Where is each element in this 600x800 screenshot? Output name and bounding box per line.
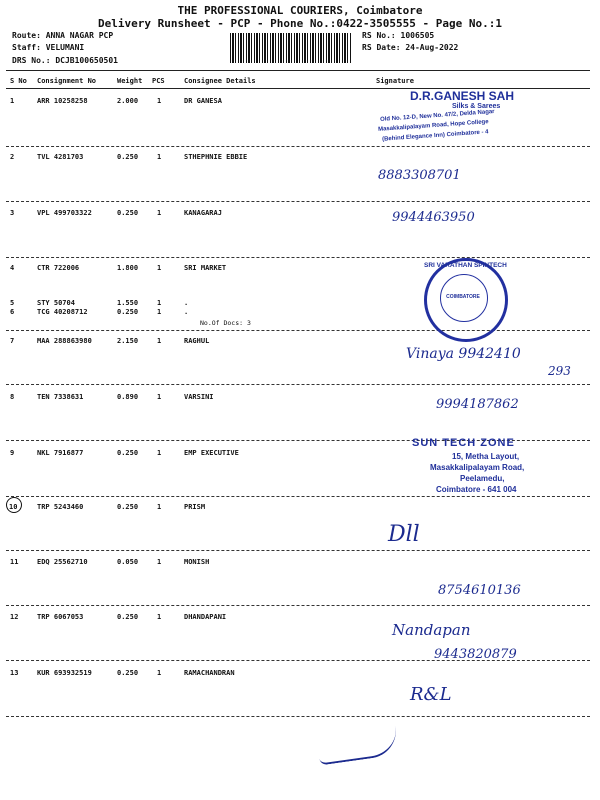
row-divider bbox=[6, 330, 590, 331]
stamp-sun-line: Masakkalipalayam Road, bbox=[430, 463, 525, 472]
handwritten-signature: Nandapan bbox=[392, 621, 471, 639]
handwritten-signature: R&L bbox=[410, 684, 452, 705]
row-consignee: MONISH bbox=[184, 558, 210, 566]
row-sno: 1 bbox=[10, 97, 15, 105]
row-divider bbox=[6, 201, 590, 202]
row-weight: 0.250 bbox=[117, 449, 139, 457]
row-weight: 2.000 bbox=[117, 97, 139, 105]
stamp-ganesh-line: Old No. 12-D, New No. 47/2, Delda Nagar bbox=[379, 109, 495, 123]
row-consignment: MAA 288863980 bbox=[37, 337, 92, 345]
drs-number: DRS No.: DCJB100650501 bbox=[12, 56, 118, 65]
row-consignment: EDQ 25562710 bbox=[37, 558, 88, 566]
row-consignee: RAMACHANDRAN bbox=[184, 669, 235, 677]
barcode bbox=[230, 33, 352, 63]
row-consignee: VARSINI bbox=[184, 393, 214, 401]
row-consignee: PRISM bbox=[184, 503, 206, 511]
row-pcs: 1 bbox=[157, 153, 162, 161]
row-consignee: DHANDAPANI bbox=[184, 613, 227, 621]
handwritten-phone: 8754610136 bbox=[438, 583, 521, 598]
row-consignment: TVL 4281703 bbox=[37, 153, 84, 161]
row-weight: 2.150 bbox=[117, 337, 139, 345]
rs-date: RS Date: 24-Aug-2022 bbox=[362, 43, 459, 52]
handwritten-phone: 9994187862 bbox=[436, 397, 519, 412]
row-sno: 6 bbox=[10, 308, 15, 316]
row-weight: 1.550 bbox=[117, 299, 139, 307]
row-weight: 0.050 bbox=[117, 558, 139, 566]
stamp-ganesh-title: D.R.GANESH SAH bbox=[410, 89, 515, 103]
runsheet-subtitle: Delivery Runsheet - PCP - Phone No.:0422-3505555 - Page No.:1 bbox=[98, 17, 502, 30]
row-consignee: . bbox=[184, 308, 189, 316]
col-sno: S No bbox=[10, 77, 27, 85]
row-consignment: TCG 40208712 bbox=[37, 308, 88, 316]
col-weight: Weight bbox=[117, 77, 143, 85]
row-consignee: EMP EXECUTIVE bbox=[184, 449, 239, 457]
header-rule-top bbox=[6, 70, 590, 71]
row-divider bbox=[6, 605, 590, 606]
row-pcs: 1 bbox=[157, 308, 162, 316]
row-pcs: 1 bbox=[157, 337, 162, 345]
row-sno: 12 bbox=[10, 613, 19, 621]
row-consignee: STHEPHNIE EBBIE bbox=[184, 153, 248, 161]
row-divider bbox=[6, 146, 590, 147]
col-pcs: PCS bbox=[152, 77, 165, 85]
stamp-spintech-city: COIMBATORE bbox=[446, 294, 480, 300]
row-consignment: TRP 6067053 bbox=[37, 613, 84, 621]
stamp-ganesh-line: Masakkalipalayam Road, Hope College bbox=[377, 119, 489, 133]
row-divider bbox=[6, 716, 590, 717]
row-divider bbox=[6, 384, 590, 385]
row-sno: 10 bbox=[9, 503, 18, 511]
row-pcs: 1 bbox=[157, 449, 162, 457]
row-sno: 5 bbox=[10, 299, 15, 307]
docs-count: No.Of Docs: 3 bbox=[200, 319, 251, 327]
col-consignee: Consignee Details bbox=[184, 77, 256, 85]
row-sno: 13 bbox=[10, 669, 19, 677]
stamp-sun-line: Peelamedu, bbox=[460, 474, 505, 483]
row-weight: 0.250 bbox=[117, 669, 139, 677]
row-divider bbox=[6, 257, 590, 258]
row-pcs: 1 bbox=[157, 264, 162, 272]
row-pcs: 1 bbox=[157, 209, 162, 217]
row-weight: 0.250 bbox=[117, 503, 139, 511]
row-consignment: TRP 5243460 bbox=[37, 503, 84, 511]
row-sno: 2 bbox=[10, 153, 15, 161]
row-consignment: CTR 722006 bbox=[37, 264, 80, 272]
handwritten-note: 293 bbox=[548, 364, 571, 378]
route-label: Route: ANNA NAGAR PCP bbox=[12, 31, 114, 40]
row-sno: 8 bbox=[10, 393, 15, 401]
row-consignee: KANAGARAJ bbox=[184, 209, 222, 217]
stamp-ganesh-line: Silks & Sarees bbox=[452, 103, 501, 110]
row-pcs: 1 bbox=[157, 97, 162, 105]
row-pcs: 1 bbox=[157, 613, 162, 621]
row-consignment: ARR 10258258 bbox=[37, 97, 88, 105]
handwritten-phone: 8883308701 bbox=[378, 168, 461, 183]
row-consignment: KUR 693932519 bbox=[37, 669, 92, 677]
stamp-ganesh-line: (Behind Elegance Inn) Coimbatore - 4 bbox=[381, 129, 489, 143]
row-pcs: 1 bbox=[157, 393, 162, 401]
row-consignment: TEN 7338631 bbox=[37, 393, 84, 401]
row-sno: 9 bbox=[10, 449, 15, 457]
row-consignee: . bbox=[184, 299, 189, 307]
handwritten-signature: Dll bbox=[388, 522, 420, 547]
row-weight: 0.250 bbox=[117, 209, 139, 217]
stamp-sun-title: SUN TECH ZONE bbox=[412, 437, 515, 449]
row-pcs: 1 bbox=[157, 558, 162, 566]
row-weight: 1.800 bbox=[117, 264, 139, 272]
row-pcs: 1 bbox=[157, 503, 162, 511]
row-consignment: NKL 7916877 bbox=[37, 449, 84, 457]
row-consignment: VPL 499703322 bbox=[37, 209, 92, 217]
row-consignee: DR GANESA bbox=[184, 97, 222, 105]
row-pcs: 1 bbox=[157, 669, 162, 677]
row-consignee: SRI MARKET bbox=[184, 264, 227, 272]
row-consignee: RAGHUL bbox=[184, 337, 210, 345]
row-divider bbox=[6, 496, 590, 497]
staff-signature-mark bbox=[316, 727, 399, 766]
col-signature: Signature bbox=[376, 77, 414, 85]
row-weight: 0.250 bbox=[117, 308, 139, 316]
stamp-sun-line: Coimbatore - 641 004 bbox=[436, 485, 517, 494]
col-consignment: Consignment No bbox=[37, 77, 97, 85]
handwritten-signature: Vinaya 9942410 bbox=[406, 346, 521, 362]
rs-number: RS No.: 1006505 bbox=[362, 31, 435, 40]
stamp-spintech-name: SRI VARATHAN SPINTECH bbox=[424, 262, 507, 269]
row-weight: 0.250 bbox=[117, 153, 139, 161]
row-consignment: STY 50704 bbox=[37, 299, 75, 307]
stamp-sun-line: 15, Metha Layout, bbox=[452, 452, 520, 461]
handwritten-phone: 9443820879 bbox=[434, 647, 517, 662]
row-sno: 3 bbox=[10, 209, 15, 217]
row-sno: 7 bbox=[10, 337, 15, 345]
row-divider bbox=[6, 550, 590, 551]
staff-label: Staff: VELUMANI bbox=[12, 43, 85, 52]
row-pcs: 1 bbox=[157, 299, 162, 307]
company-title: THE PROFESSIONAL COURIERS, Coimbatore bbox=[177, 4, 423, 17]
row-weight: 0.250 bbox=[117, 613, 139, 621]
row-sno: 4 bbox=[10, 264, 15, 272]
row-sno: 11 bbox=[10, 558, 19, 566]
handwritten-phone: 9944463950 bbox=[392, 210, 475, 225]
row-weight: 0.890 bbox=[117, 393, 139, 401]
